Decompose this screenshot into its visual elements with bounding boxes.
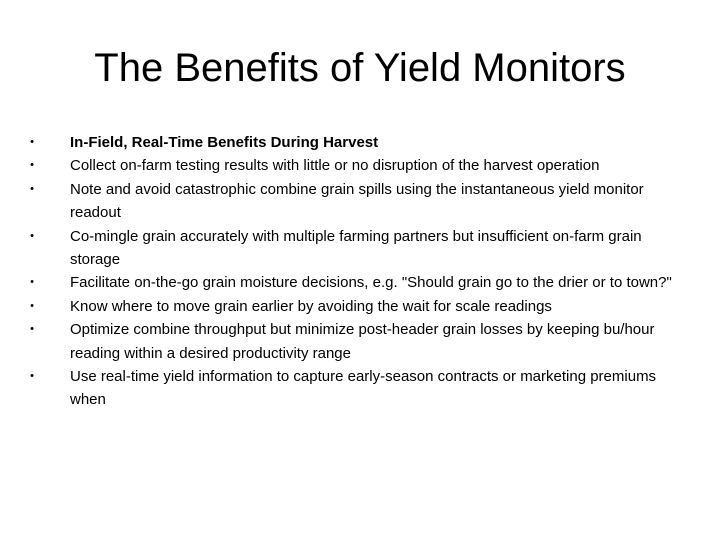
bullet-text: Use real-time yield information to capture early-season contracts or marketing premiums when bbox=[70, 368, 657, 409]
bullet-dot-icon: • bbox=[30, 182, 34, 195]
bullet-dot-icon: • bbox=[30, 136, 34, 148]
bullet-item-7 bbox=[26, 318, 686, 365]
bullet-text: Collect on-farm testing results with little or no disruption of the harvest operation bbox=[70, 157, 600, 175]
bullet-text: Facilitate on-the-go grain moisture decisions, e.g. "Should grain go to the drier or to town?" bbox=[70, 274, 672, 292]
bullet-item-5 bbox=[26, 271, 686, 294]
slide-title: The Benefits of Yield Monitors bbox=[94, 46, 626, 90]
bullet-dot-icon: • bbox=[30, 323, 34, 336]
bullet-text: In-Field, Real-Time Benefits During Harvest bbox=[70, 134, 379, 151]
bullet-item-4 bbox=[26, 225, 686, 272]
bullet-item-8 bbox=[26, 365, 686, 412]
bullet-dot-icon: • bbox=[30, 229, 34, 242]
bullet-text: Know where to move grain earlier by avoiding the wait for scale readings bbox=[70, 297, 552, 315]
bullet-item-6 bbox=[26, 295, 686, 318]
bullet-text: Note and avoid catastrophic combine grain spills using the instantaneous yield monitor readout bbox=[70, 180, 644, 222]
bullet-text: Co-mingle grain accurately with multiple farming partners but insufficient on-farm grain storage bbox=[70, 227, 642, 269]
bullet-dot-icon: • bbox=[30, 299, 34, 312]
bullet-list bbox=[26, 131, 686, 412]
bullet-text: Optimize combine throughput but minimize post-header grain losses by keeping bu/hour reading within a desired productivity range bbox=[70, 321, 655, 362]
bullet-dot-icon: • bbox=[30, 370, 34, 383]
bullet-item-2 bbox=[26, 154, 686, 177]
bullet-dot-icon: • bbox=[30, 276, 34, 289]
bullet-item-3 bbox=[26, 178, 686, 225]
bullet-item-1 bbox=[26, 131, 686, 154]
bullet-dot-icon: • bbox=[30, 159, 34, 172]
